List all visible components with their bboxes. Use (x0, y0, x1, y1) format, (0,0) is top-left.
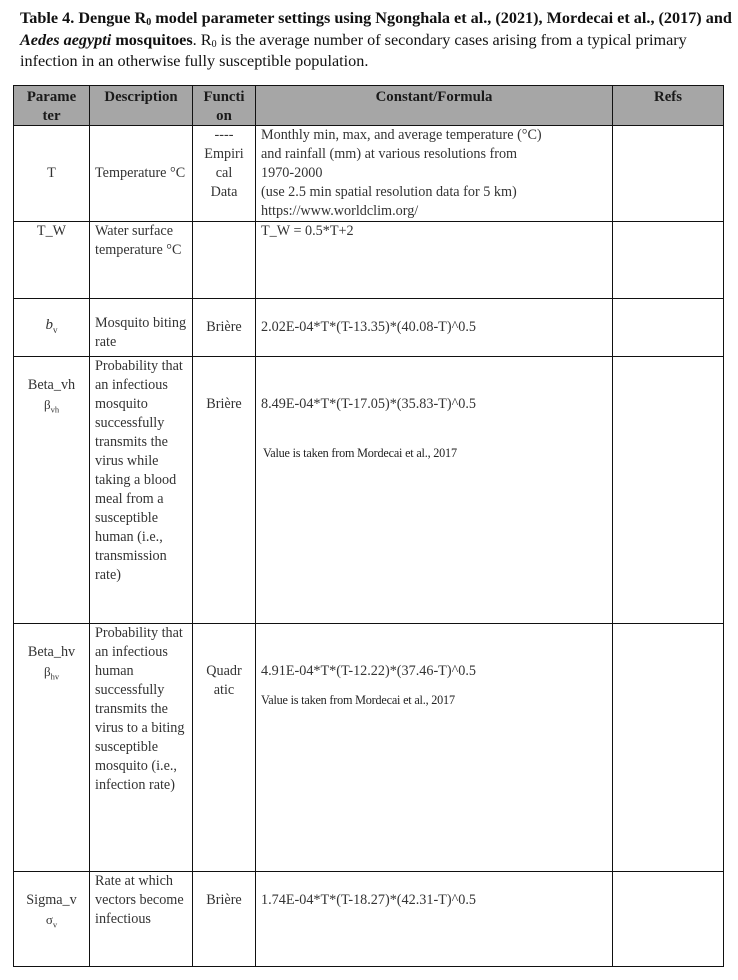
cell-description: Mosquito biting rate (90, 299, 193, 357)
worldclim-link[interactable]: https://www.worldclim.org/ (261, 203, 419, 219)
function-line: Quadr (206, 663, 242, 679)
cell-function: Brière (193, 872, 256, 967)
cell-refs (613, 222, 724, 299)
table-header-row (14, 86, 724, 126)
cell-refs (613, 624, 724, 872)
cell-formula (256, 126, 613, 222)
parameter-name: Beta_vh (27, 377, 76, 393)
cell-parameter (14, 126, 90, 222)
cell-function (193, 222, 256, 299)
cell-function: Brière (193, 299, 256, 357)
parameter-subscript: vh (50, 404, 60, 415)
cell-formula (256, 222, 613, 299)
formula-line: 1.74E-04*T*(T-18.27)*(42.31-T)^0.5 (261, 892, 476, 908)
cell-parameter (14, 872, 90, 967)
parameter-subscript: v (52, 919, 58, 930)
caption-title-part: mosquitoes (111, 30, 193, 49)
cell-description: Temperature °C (90, 126, 193, 222)
header-function: Functi on (193, 86, 256, 126)
cell-function (193, 126, 256, 222)
caption-subscript: 0 (146, 17, 152, 28)
formula-note: Value is taken from Mordecai et al., 2017 (263, 446, 457, 460)
header-description: Description (90, 86, 193, 126)
function-line: ---- (214, 127, 234, 143)
formula-line: 1970-2000 (261, 165, 323, 181)
parameter-subscript: v (53, 324, 58, 335)
cell-refs (613, 299, 724, 357)
function-line: Data (210, 184, 238, 200)
formula-note: Value is taken from Mordecai et al., 2017 (261, 693, 455, 707)
caption-description: is the average number of secondary cases arising from a typical primary infection in an otherwise fully susceptible population. (20, 30, 687, 70)
cell-function (193, 624, 256, 872)
caption-label: Table 4. (20, 9, 75, 27)
caption-subscript: 0 (211, 38, 217, 50)
cell-description: Probability that an infectious human successfully transmits the virus to a biting susceptible mosquito (i.e., infection rate) (90, 624, 193, 872)
cell-description: Water surface temperature °C (90, 222, 193, 299)
parameter-symbol: σ (45, 912, 53, 927)
cell-refs (613, 126, 724, 222)
table-row (14, 357, 724, 624)
function-line: Empiri (204, 146, 244, 162)
cell-parameter: T_W (14, 222, 90, 299)
cell-formula (256, 872, 613, 967)
caption-period: . (192, 30, 197, 49)
cell-refs (613, 872, 724, 967)
table-row (14, 222, 724, 299)
function-line: atic (213, 682, 235, 698)
parameter-name: Sigma_v (26, 892, 77, 908)
formula-line: 2.02E-04*T*(T-13.35)*(40.08-T)^0.5 (261, 319, 476, 335)
table-row (14, 624, 724, 872)
parameter-symbol: β (43, 664, 51, 679)
parameter-symbol: β (43, 397, 51, 412)
table-row (14, 872, 724, 967)
cell-parameter (14, 357, 90, 624)
cell-parameter (14, 299, 90, 357)
cell-description: Rate at which vectors become infectious (90, 872, 193, 967)
parameter-name: T (47, 165, 56, 181)
formula-line: T_W = 0.5*T+2 (261, 223, 354, 239)
table-row (14, 126, 724, 222)
cell-parameter (14, 624, 90, 872)
cell-formula (256, 299, 613, 357)
parameter-subscript: hv (50, 671, 60, 682)
caption-species: Aedes aegypti (20, 30, 112, 49)
caption-title-part: Dengue R (74, 9, 147, 27)
formula-line: 4.91E-04*T*(T-12.22)*(37.46-T)^0.5 (261, 663, 476, 679)
caption-title-part: model parameter settings using Ngonghala et al., (2021), Mordecai et al., (2017) and (151, 9, 732, 27)
formula-line: 8.49E-04*T*(T-17.05)*(35.83-T)^0.5 (261, 396, 476, 412)
formula-line: and rainfall (mm) at various resolutions from (261, 146, 518, 162)
cell-function: Brière (193, 357, 256, 624)
parameter-name: Beta_hv (27, 644, 76, 660)
header-parameter: Parame ter (14, 86, 90, 126)
caption-r0: R (196, 30, 212, 49)
formula-line: (use 2.5 min spatial resolution data for 5 km) (261, 184, 517, 200)
cell-formula (256, 357, 613, 624)
header-formula: Constant/Formula (256, 86, 613, 126)
table-caption (20, 8, 732, 73)
parameter-name: b (45, 316, 53, 333)
function-line: cal (215, 165, 233, 181)
cell-refs (613, 357, 724, 624)
cell-formula (256, 624, 613, 872)
parameter-table (13, 85, 724, 967)
cell-description: Probability that an infectious mosquito successfully transmits the virus while taking a blood meal from a susceptible human (i.e., transmission rate) (90, 357, 193, 624)
formula-line: Monthly min, max, and average temperature (°C) (261, 127, 542, 143)
header-refs: Refs (613, 86, 724, 126)
table-row (14, 299, 724, 357)
